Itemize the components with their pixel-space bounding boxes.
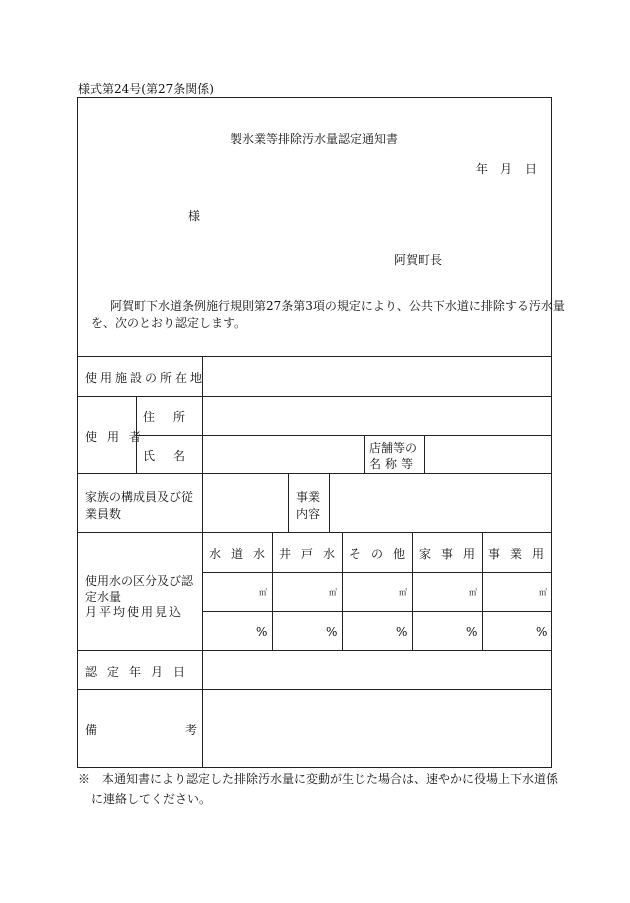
percent-unit: % <box>256 625 268 639</box>
cubic-unit: ㎥ <box>469 588 477 597</box>
shop-name-label-line1: 店舗等の <box>369 441 418 455</box>
cert-date-label: 認定年月日 <box>85 665 196 679</box>
water-col-other: その他 <box>349 547 416 561</box>
shop-name-label-line2: 名称等 <box>369 457 418 471</box>
addressee-suffix: 様 <box>188 209 201 223</box>
body-text-line1: 阿賀町下水道条例施行規則第27条第3項の規定により、公共下水道に排除する汚水量 <box>110 299 565 313</box>
business-label-line1: 事業 <box>296 490 321 504</box>
water-col-well: 井戸水 <box>279 547 346 561</box>
cubic-unit: ㎥ <box>539 588 547 597</box>
water-label-line1: 使用水の区分及び認 <box>85 574 194 588</box>
family-label-line2: 業員数 <box>85 507 122 521</box>
water-col-household: 家事用 <box>419 547 486 561</box>
document-title: 製氷業等排除汚水量認定通知書 <box>230 132 399 146</box>
remarks-label: 備考 <box>85 723 286 737</box>
issuer-name: 阿賀町長 <box>394 253 443 267</box>
footnote-line2: に連絡してください。 <box>91 792 212 806</box>
water-col-business: 事業用 <box>488 547 555 561</box>
percent-unit: % <box>326 625 338 639</box>
percent-unit: % <box>536 625 548 639</box>
cubic-unit: ㎥ <box>329 588 337 597</box>
business-label-line2: 内容 <box>296 507 321 521</box>
notice-form <box>77 97 565 768</box>
footnote-line1: ※ 本通知書により認定した排除汚水量に変動が生じた場合は、速やかに役場上下水道係 <box>78 772 559 786</box>
water-col-tap: 水道水 <box>209 547 276 561</box>
date-day-label: 日 <box>525 162 538 176</box>
body-text-line2: を、次のとおり認定します。 <box>91 316 247 330</box>
date-month-label: 月 <box>500 162 513 176</box>
family-label-line1: 家族の構成員及び従 <box>85 490 194 504</box>
water-label-line2: 定水量 <box>85 590 122 604</box>
percent-unit: % <box>396 625 408 639</box>
footnote <box>78 769 558 809</box>
facility-location-label: 使用施設の所在地 <box>85 371 206 385</box>
address-label: 住所 <box>143 410 204 424</box>
user-label: 使用者 <box>85 430 152 444</box>
percent-unit: % <box>466 625 478 639</box>
date-year-label: 年 <box>476 162 489 176</box>
cubic-unit: ㎥ <box>399 588 407 597</box>
cubic-unit: ㎥ <box>259 588 267 597</box>
water-label-line3: 月平均使用見込 <box>85 605 184 619</box>
name-label: 氏名 <box>143 449 204 463</box>
form-number: 様式第24号(第27条関係) <box>78 82 214 96</box>
